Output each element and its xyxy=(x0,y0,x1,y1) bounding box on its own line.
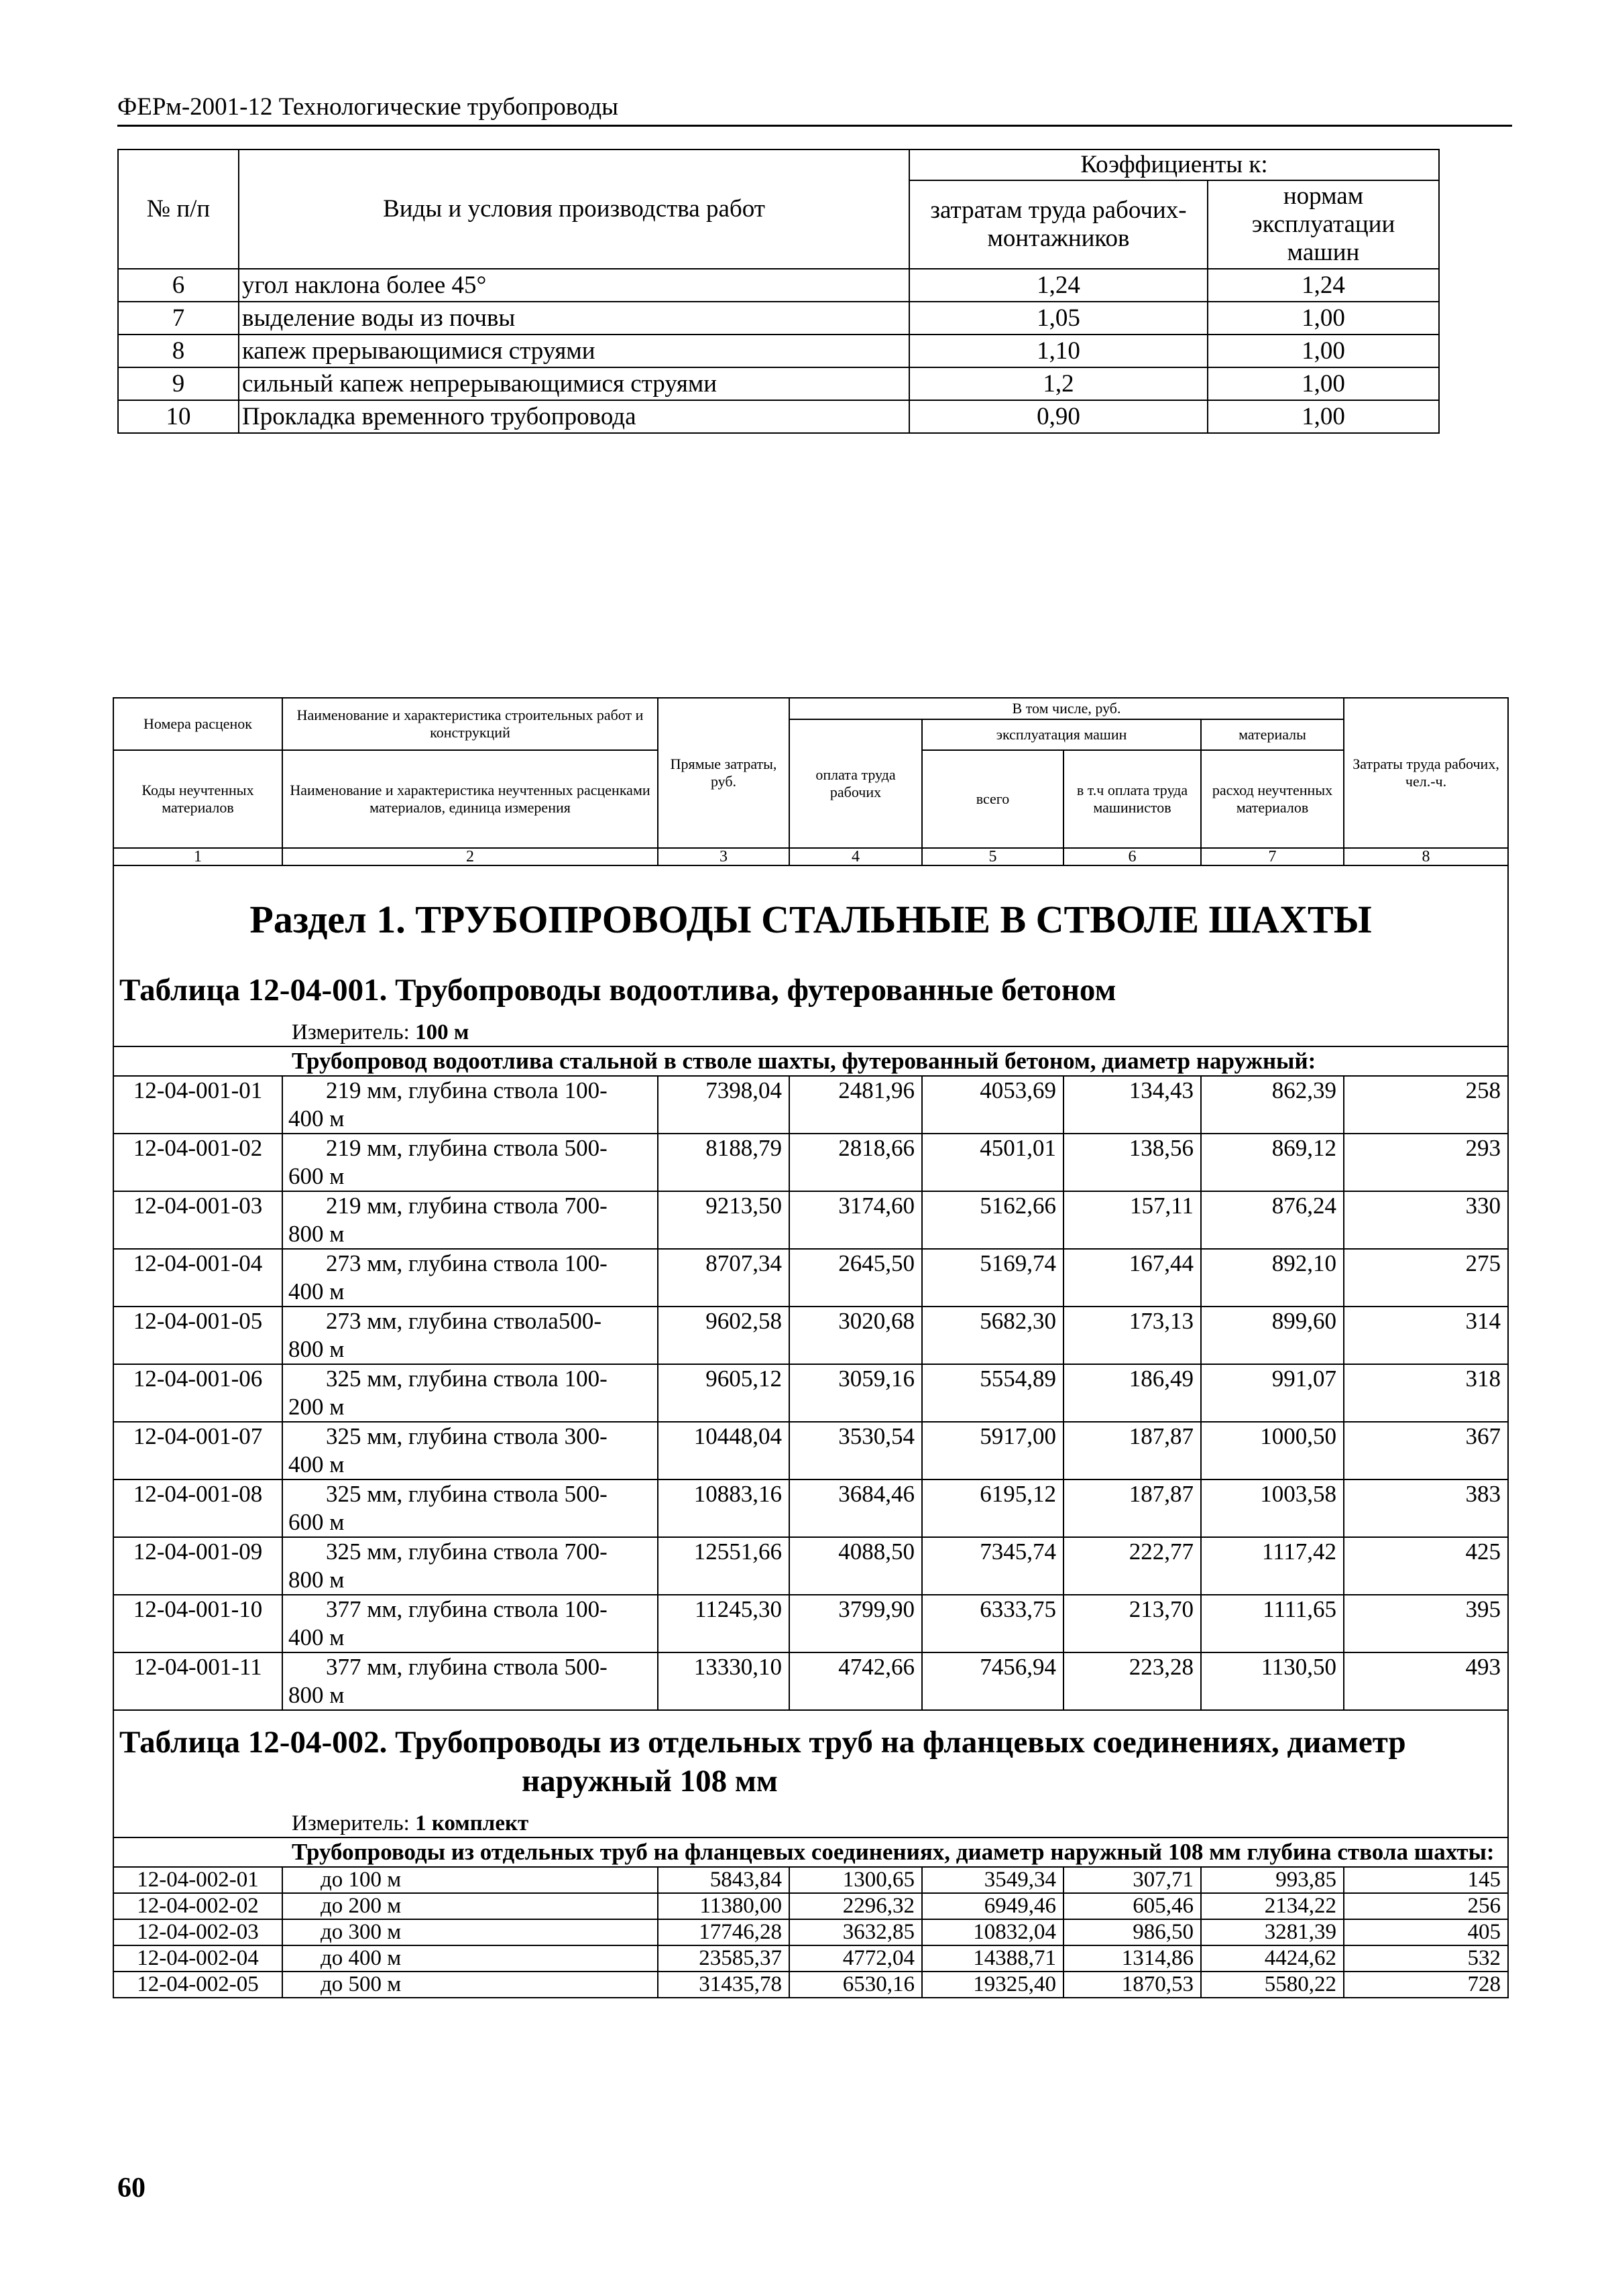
rate-mat: 3281,39 xyxy=(1201,1919,1344,1945)
coef-col-machines: нормам эксплуатации машин xyxy=(1208,180,1439,269)
rate-code: 12-04-002-01 xyxy=(113,1867,282,1893)
rate-mat: 4424,62 xyxy=(1201,1945,1344,1972)
rate-description-line: 273 мм, глубина ствола500- xyxy=(326,1308,601,1334)
coef-row xyxy=(118,400,1439,433)
rate-code: 12-04-001-04 xyxy=(113,1249,282,1307)
column-number: 7 xyxy=(1201,848,1344,865)
rate-labor: 256 xyxy=(1344,1893,1508,1919)
rate-mach: 5682,30 xyxy=(922,1307,1063,1364)
hdr-materials: материалы xyxy=(1201,719,1344,750)
rate-code: 12-04-001-05 xyxy=(113,1307,282,1364)
coef-col-labor: затратам труда рабочих-монтажников xyxy=(909,180,1208,269)
rate-wage: 3530,54 xyxy=(789,1422,922,1479)
rate-mach-wage: 157,11 xyxy=(1063,1191,1201,1249)
rate-description xyxy=(282,1191,658,1249)
table-row xyxy=(113,1076,1508,1134)
rate-labor: 318 xyxy=(1344,1364,1508,1422)
rate-description-line: 273 мм, глубина ствола 100- xyxy=(326,1250,608,1276)
rate-code: 12-04-002-05 xyxy=(113,1972,282,1998)
page-number: 60 xyxy=(117,2173,146,2203)
rate-code: 12-04-001-03 xyxy=(113,1191,282,1249)
rate-description xyxy=(282,1249,658,1307)
rate-direct: 10448,04 xyxy=(658,1422,789,1479)
rate-labor: 383 xyxy=(1344,1479,1508,1537)
coef-row-labor: 1,2 xyxy=(909,367,1208,400)
rate-mat: 1117,42 xyxy=(1201,1537,1344,1595)
table-row xyxy=(113,1652,1508,1710)
rate-mach: 6333,75 xyxy=(922,1595,1063,1652)
section-title: Раздел 1. ТРУБОПРОВОДЫ СТАЛЬНЫЕ В СТВОЛЕ ШАХТЫ xyxy=(249,898,1372,941)
rate-description-line: 219 мм, глубина ствола 700- xyxy=(326,1193,608,1219)
rate-wage: 1300,65 xyxy=(789,1867,922,1893)
rate-mach-wage: 307,71 xyxy=(1063,1867,1201,1893)
rate-direct: 8707,34 xyxy=(658,1249,789,1307)
rate-mach-wage: 187,87 xyxy=(1063,1422,1201,1479)
rate-direct: 5843,84 xyxy=(658,1867,789,1893)
rate-description-line: 400 м xyxy=(288,1451,345,1477)
rate-mat: 991,07 xyxy=(1201,1364,1344,1422)
rate-description-line: 377 мм, глубина ствола 500- xyxy=(326,1654,608,1680)
column-number: 8 xyxy=(1344,848,1508,865)
coef-row-machines: 1,00 xyxy=(1208,302,1439,335)
rate-wage: 4742,66 xyxy=(789,1652,922,1710)
hdr-name-bottom: Наименование и характеристика неучтенных расценками материалов, единица измерения xyxy=(282,750,658,848)
coef-row xyxy=(118,335,1439,367)
rate-description xyxy=(282,1422,658,1479)
coef-col-num: № п/п xyxy=(118,149,239,269)
rate-description-line: 800 м xyxy=(288,1336,345,1362)
rate-description-line: 219 мм, глубина ствола 500- xyxy=(326,1135,608,1161)
table-row xyxy=(113,1893,1508,1919)
rate-mach: 7456,94 xyxy=(922,1652,1063,1710)
rate-description: до 200 м xyxy=(282,1893,658,1919)
rate-mach: 10832,04 xyxy=(922,1919,1063,1945)
rate-wage: 2296,32 xyxy=(789,1893,922,1919)
rate-code: 12-04-001-01 xyxy=(113,1076,282,1134)
rate-description xyxy=(282,1537,658,1595)
rate-wage: 3799,90 xyxy=(789,1595,922,1652)
rate-labor: 532 xyxy=(1344,1945,1508,1972)
table-row xyxy=(113,1134,1508,1191)
section-block xyxy=(113,865,1508,1046)
coef-row-labor: 1,24 xyxy=(909,269,1208,302)
rate-labor: 275 xyxy=(1344,1249,1508,1307)
rate-description-line: 400 м xyxy=(288,1105,345,1132)
hdr-incl: В том числе, руб. xyxy=(789,698,1344,719)
rate-wage: 2645,50 xyxy=(789,1249,922,1307)
rate-description-line: 400 м xyxy=(288,1624,345,1650)
rate-code: 12-04-001-02 xyxy=(113,1134,282,1191)
rate-labor: 314 xyxy=(1344,1307,1508,1364)
rate-mach-wage: 222,77 xyxy=(1063,1537,1201,1595)
rate-mach: 19325,40 xyxy=(922,1972,1063,1998)
rate-mach: 4501,01 xyxy=(922,1134,1063,1191)
coef-row-num: 7 xyxy=(118,302,239,335)
table-row xyxy=(113,1867,1508,1893)
rate-labor: 728 xyxy=(1344,1972,1508,1998)
table-row xyxy=(113,1191,1508,1249)
rate-labor: 293 xyxy=(1344,1134,1508,1191)
rate-labor: 330 xyxy=(1344,1191,1508,1249)
rate-direct: 7398,04 xyxy=(658,1076,789,1134)
rate-wage: 3174,60 xyxy=(789,1191,922,1249)
rate-mach: 6195,12 xyxy=(922,1479,1063,1537)
rate-mat: 993,85 xyxy=(1201,1867,1344,1893)
rate-labor: 258 xyxy=(1344,1076,1508,1134)
coef-row-num: 8 xyxy=(118,335,239,367)
rate-description-line: 325 мм, глубина ствола 100- xyxy=(326,1366,608,1392)
rate-mat: 876,24 xyxy=(1201,1191,1344,1249)
rate-direct: 8188,79 xyxy=(658,1134,789,1191)
rate-description-line: 400 м xyxy=(288,1278,345,1305)
rate-direct: 9602,58 xyxy=(658,1307,789,1364)
rate-description-line: 219 мм, глубина ствола 100- xyxy=(326,1077,608,1103)
rate-code: 12-04-001-09 xyxy=(113,1537,282,1595)
rate-description xyxy=(282,1134,658,1191)
rate-mach: 5169,74 xyxy=(922,1249,1063,1307)
rate-mach: 5554,89 xyxy=(922,1364,1063,1422)
rate-labor: 493 xyxy=(1344,1652,1508,1710)
rate-direct: 9605,12 xyxy=(658,1364,789,1422)
table-row xyxy=(113,1364,1508,1422)
table-row xyxy=(113,1972,1508,1998)
rate-mat: 1003,58 xyxy=(1201,1479,1344,1537)
hdr-code-top: Номера расценок xyxy=(113,698,282,750)
rate-description: до 400 м xyxy=(282,1945,658,1972)
rate-description-line: 325 мм, глубина ствола 500- xyxy=(326,1481,608,1507)
rate-code: 12-04-001-11 xyxy=(113,1652,282,1710)
rate-direct: 31435,78 xyxy=(658,1972,789,1998)
table-row xyxy=(113,1307,1508,1364)
column-number: 5 xyxy=(922,848,1063,865)
coef-row-machines: 1,00 xyxy=(1208,400,1439,433)
rate-direct: 11245,30 xyxy=(658,1595,789,1652)
rate-description xyxy=(282,1595,658,1652)
table2-meter: Измеритель: 1 комплект xyxy=(292,1811,529,1835)
rate-code: 12-04-001-07 xyxy=(113,1422,282,1479)
rate-direct: 12551,66 xyxy=(658,1537,789,1595)
coef-row xyxy=(118,367,1439,400)
rate-code: 12-04-002-04 xyxy=(113,1945,282,1972)
column-number: 4 xyxy=(789,848,922,865)
rate-wage: 6530,16 xyxy=(789,1972,922,1998)
coef-row-num: 6 xyxy=(118,269,239,302)
rate-direct: 23585,37 xyxy=(658,1945,789,1972)
rate-description: до 500 м xyxy=(282,1972,658,1998)
coef-row-machines: 1,00 xyxy=(1208,367,1439,400)
hdr-code-bottom: Коды неучтенных материалов xyxy=(113,750,282,848)
rate-labor: 395 xyxy=(1344,1595,1508,1652)
rate-direct: 17746,28 xyxy=(658,1919,789,1945)
rate-mat: 892,10 xyxy=(1201,1249,1344,1307)
rate-labor: 425 xyxy=(1344,1537,1508,1595)
coef-row-desc: сильный капеж непрерывающимися струями xyxy=(239,367,909,400)
rate-mach-wage: 134,43 xyxy=(1063,1076,1201,1134)
rate-mach-wage: 1870,53 xyxy=(1063,1972,1201,1998)
rate-wage: 3684,46 xyxy=(789,1479,922,1537)
rate-description xyxy=(282,1479,658,1537)
rate-direct: 13330,10 xyxy=(658,1652,789,1710)
rate-mach: 5162,66 xyxy=(922,1191,1063,1249)
rate-code: 12-04-002-02 xyxy=(113,1893,282,1919)
rate-mat: 862,39 xyxy=(1201,1076,1344,1134)
coef-row-desc: выделение воды из почвы xyxy=(239,302,909,335)
rate-wage: 4772,04 xyxy=(789,1945,922,1972)
coef-col-desc: Виды и условия производства работ xyxy=(239,149,909,269)
table1-group: Трубопровод водоотлива стальной в стволе шахты, футерованный бетоном, диаметр наружный: xyxy=(113,1046,1508,1076)
rate-description-line: 377 мм, глубина ствола 100- xyxy=(326,1596,608,1622)
hdr-machines: эксплуатация машин xyxy=(922,719,1201,750)
rate-code: 12-04-001-10 xyxy=(113,1595,282,1652)
rate-description: до 300 м xyxy=(282,1919,658,1945)
coef-row-num: 10 xyxy=(118,400,239,433)
coef-row-labor: 0,90 xyxy=(909,400,1208,433)
page-header: ФЕРм-2001-12 Технологические трубопроводы xyxy=(117,93,1512,127)
rate-mach-wage: 186,49 xyxy=(1063,1364,1201,1422)
rate-mat: 5580,22 xyxy=(1201,1972,1344,1998)
coef-row-num: 9 xyxy=(118,367,239,400)
rate-mach-wage: 138,56 xyxy=(1063,1134,1201,1191)
column-number: 2 xyxy=(282,848,658,865)
table-row xyxy=(113,1479,1508,1537)
rate-mach-wage: 986,50 xyxy=(1063,1919,1201,1945)
rate-mat: 1000,50 xyxy=(1201,1422,1344,1479)
hdr-direct: Прямые затраты, руб. xyxy=(658,698,789,848)
hdr-materials-sub: расход неучтенных материалов xyxy=(1201,750,1344,848)
rate-wage: 3020,68 xyxy=(789,1307,922,1364)
rate-wage: 2481,96 xyxy=(789,1076,922,1134)
rate-wage: 4088,50 xyxy=(789,1537,922,1595)
rate-mach-wage: 167,44 xyxy=(1063,1249,1201,1307)
table-row xyxy=(113,1249,1508,1307)
table-row xyxy=(113,1537,1508,1595)
rate-description xyxy=(282,1076,658,1134)
rate-mach-wage: 187,87 xyxy=(1063,1479,1201,1537)
coef-row-desc: Прокладка временного трубопровода xyxy=(239,400,909,433)
coef-row-labor: 1,10 xyxy=(909,335,1208,367)
coef-row xyxy=(118,269,1439,302)
rate-description xyxy=(282,1652,658,1710)
hdr-wage: оплата труда рабочих xyxy=(789,719,922,848)
table-row xyxy=(113,1422,1508,1479)
rate-mach-wage: 173,13 xyxy=(1063,1307,1201,1364)
table-row xyxy=(113,1595,1508,1652)
rate-code: 12-04-001-06 xyxy=(113,1364,282,1422)
rate-mach-wage: 605,46 xyxy=(1063,1893,1201,1919)
coef-row-machines: 1,00 xyxy=(1208,335,1439,367)
rate-code: 12-04-002-03 xyxy=(113,1919,282,1945)
rate-description: до 100 м xyxy=(282,1867,658,1893)
table1-meter: Измеритель: 100 м xyxy=(292,1020,469,1044)
rate-mat: 1111,65 xyxy=(1201,1595,1344,1652)
rate-mach: 7345,74 xyxy=(922,1537,1063,1595)
coef-col-header: Коэффициенты к: xyxy=(909,149,1439,180)
column-number: 6 xyxy=(1063,848,1201,865)
table-row xyxy=(113,1945,1508,1972)
coef-row-labor: 1,05 xyxy=(909,302,1208,335)
rate-mach: 3549,34 xyxy=(922,1867,1063,1893)
rate-mach: 6949,46 xyxy=(922,1893,1063,1919)
coef-row-machines: 1,24 xyxy=(1208,269,1439,302)
rate-labor: 145 xyxy=(1344,1867,1508,1893)
table2-group: Трубопроводы из отдельных труб на фланцевых соединениях, диаметр наружный 108 мм глубина ствола шахты: xyxy=(113,1837,1508,1867)
hdr-name-top: Наименование и характеристика строительных работ и конструкций xyxy=(282,698,658,750)
rate-description-line: 600 м xyxy=(288,1163,345,1189)
rate-mach-wage: 213,70 xyxy=(1063,1595,1201,1652)
rate-mat: 869,12 xyxy=(1201,1134,1344,1191)
rate-wage: 3059,16 xyxy=(789,1364,922,1422)
rate-mat: 2134,22 xyxy=(1201,1893,1344,1919)
rate-mach: 14388,71 xyxy=(922,1945,1063,1972)
rate-mach: 4053,69 xyxy=(922,1076,1063,1134)
rate-description-line: 800 м xyxy=(288,1221,345,1247)
rate-mach: 5917,00 xyxy=(922,1422,1063,1479)
table-row xyxy=(113,1919,1508,1945)
rate-description xyxy=(282,1364,658,1422)
rates-table xyxy=(113,697,1509,1998)
rate-direct: 11380,00 xyxy=(658,1893,789,1919)
hdr-machines-total: всего xyxy=(922,750,1063,848)
rate-mat: 1130,50 xyxy=(1201,1652,1344,1710)
coef-row-desc: угол наклона более 45° xyxy=(239,269,909,302)
rate-description-line: 800 м xyxy=(288,1682,345,1708)
rate-description-line: 600 м xyxy=(288,1509,345,1535)
rate-direct: 9213,50 xyxy=(658,1191,789,1249)
rate-wage: 3632,85 xyxy=(789,1919,922,1945)
rate-description-line: 325 мм, глубина ствола 300- xyxy=(326,1423,608,1449)
coef-row-desc: капеж прерывающимися струями xyxy=(239,335,909,367)
rate-mach-wage: 1314,86 xyxy=(1063,1945,1201,1972)
column-number: 3 xyxy=(658,848,789,865)
coefficient-table xyxy=(117,149,1440,434)
rate-wage: 2818,66 xyxy=(789,1134,922,1191)
hdr-machines-wage: в т.ч оплата труда машинистов xyxy=(1063,750,1201,848)
rate-description-line: 325 мм, глубина ствола 700- xyxy=(326,1538,608,1565)
rate-direct: 10883,16 xyxy=(658,1479,789,1537)
hdr-labor: Затраты труда рабочих, чел.-ч. xyxy=(1344,698,1508,848)
rate-code: 12-04-001-08 xyxy=(113,1479,282,1537)
rate-mach-wage: 223,28 xyxy=(1063,1652,1201,1710)
column-number: 1 xyxy=(113,848,282,865)
rate-description-line: 800 м xyxy=(288,1567,345,1593)
rate-mat: 899,60 xyxy=(1201,1307,1344,1364)
rate-description-line: 200 м xyxy=(288,1394,345,1420)
column-numbers-row xyxy=(113,848,1508,865)
rate-description xyxy=(282,1307,658,1364)
table1-title: Таблица 12-04-001. Трубопроводы водоотлива, футерованные бетоном xyxy=(119,973,1116,1008)
table2-title: Таблица 12-04-002. Трубопроводы из отдельных труб на фланцевых соединениях, диаметр наружный 108 мм xyxy=(119,1725,1406,1799)
rate-labor: 405 xyxy=(1344,1919,1508,1945)
coef-row xyxy=(118,302,1439,335)
table2-block xyxy=(113,1710,1508,1837)
rate-labor: 367 xyxy=(1344,1422,1508,1479)
